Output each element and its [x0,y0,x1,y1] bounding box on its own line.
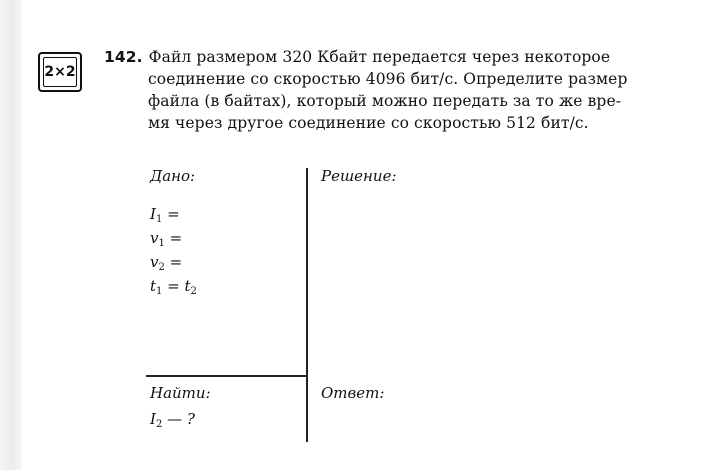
difficulty-badge [38,52,82,92]
given-list [150,205,197,301]
solution-label: Решение: [321,167,397,185]
answer-label: Ответ: [321,384,385,402]
find-label: Найти: [150,384,211,402]
form-horizontal-divider [146,375,307,377]
given-item: $v_1$ = [150,229,183,249]
given-item: $v_2$ = [150,253,183,273]
given-item: $t_1 = t_2$ [150,277,197,297]
given-label: Дано: [150,167,196,185]
problem-line-4: мя через другое соединение со скоростью 512 бит/с. [148,114,589,132]
problem-line-3: файла (в байтах), который можно передать за то же вре- [148,92,622,110]
problem-number: 142. [104,48,143,66]
problem-line-1: 142. Файл размером 320 Кбайт передается через некоторое [104,48,611,66]
find-item: $I_2$ — ? [150,410,195,430]
given-item: $I_1$ = [150,205,180,225]
problem-line-2: соединение со скоростью 4096 бит/с. Определите размер [148,70,628,88]
difficulty-badge-text: 2×2 [43,57,77,87]
page-edge-shadow [0,0,22,470]
problem-text [104,46,674,134]
form-vertical-divider [306,168,308,442]
